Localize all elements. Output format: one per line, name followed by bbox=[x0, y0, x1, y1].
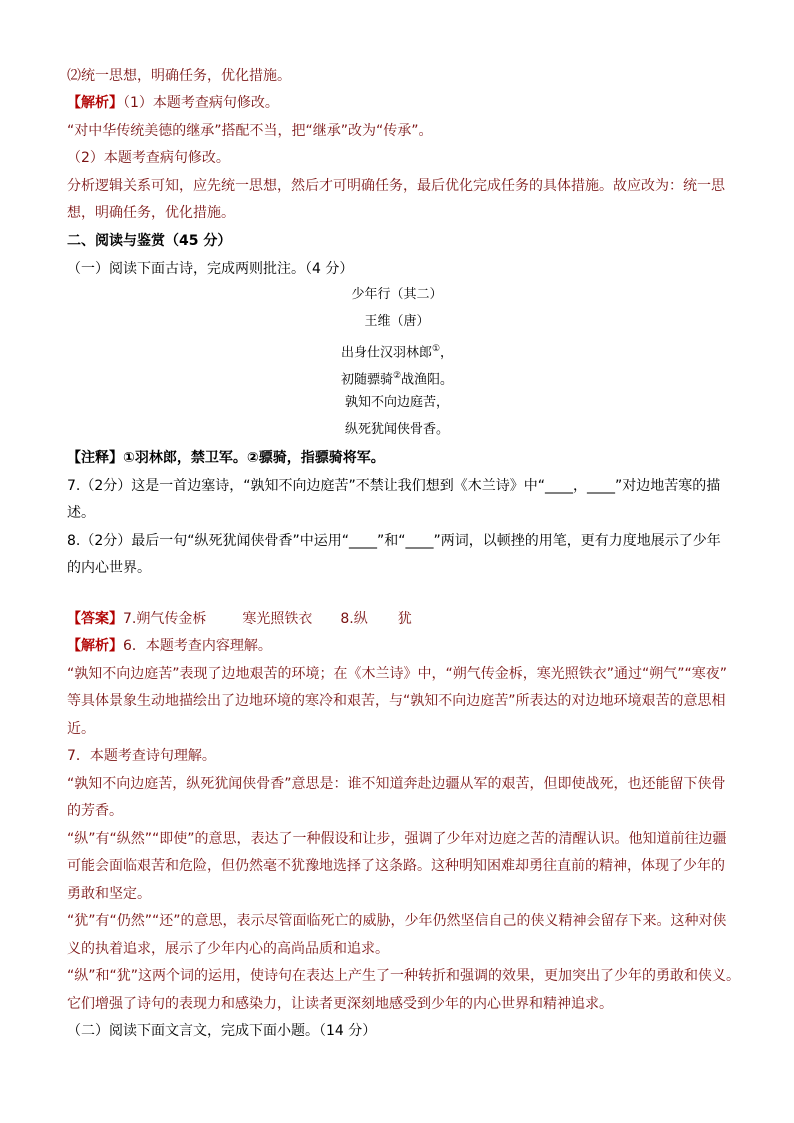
question-8: 8.（2分）最后一句“纵死犹闻侠骨香”中运用“____”和“____”两词，以顿挫的用笔，更有力度地展示了少年 bbox=[67, 533, 721, 549]
answer-8b: 犹 bbox=[397, 611, 412, 627]
analysis-line bbox=[67, 93, 279, 113]
analysis-line: 等具体景象生动地描绘出了边地环境的寒冷和艰苦，与“孰知不向边庭苦”所表达的对边地环境艰苦的意思相 bbox=[67, 693, 726, 709]
analysis-line: （2）本题考查病句修改。 bbox=[67, 150, 230, 166]
question-7-cont: 述。 bbox=[67, 505, 95, 521]
analysis-line: 分析逻辑关系可知，应先统一思想，然后才可明确任务，最后优化完成任务的具体措施。故应改为：统一思 bbox=[67, 178, 725, 194]
poem-line: 出身仕汉羽林郎①， bbox=[340, 344, 454, 361]
analysis-line: 的芳香。 bbox=[67, 803, 123, 819]
analysis-line: 义的执着追求，展示了少年内心的高尚品质和追求。 bbox=[67, 941, 389, 957]
poem-author: 王维（唐） bbox=[364, 314, 430, 329]
poem-line: 初随骠骑②战渔阳。 bbox=[340, 371, 454, 388]
analysis-line: “纵”有“纵然”“即使”的意思，表达了一种假设和让步，强调了少年对边庭之苦的清醒认识。他知道前往边疆 bbox=[67, 831, 727, 847]
answer-line bbox=[67, 609, 412, 629]
analysis-line: “犹”有“仍然”“还”的意思，表示尽管面临死亡的威胁，少年仍然坚信自己的侠义精神会留存下来。这种对侠 bbox=[67, 913, 727, 929]
analysis-line: 勇敢和坚定。 bbox=[67, 886, 151, 902]
analysis-line: 可能会面临艰苦和危险，但仍然毫不犹豫地选择了这条路。这种明知困难却勇往直前的精神，体现了少年的 bbox=[67, 858, 725, 874]
answer-7b: 寒光照铁衣 bbox=[242, 611, 313, 627]
analysis-line: 近。 bbox=[67, 721, 95, 737]
analysis-tag: 【解析】 bbox=[67, 95, 123, 111]
analysis-line: 7．本题考查诗句理解。 bbox=[67, 748, 216, 764]
notes: 【注释】①羽林郎，禁卫军。②骠骑，指骠骑将军。 bbox=[67, 450, 385, 466]
section-heading: 二、阅读与鉴赏（45 分） bbox=[67, 233, 232, 249]
poem-line: 纵死犹闻侠骨香。 bbox=[344, 422, 449, 437]
question-intro: （二）阅读下面文言文，完成下面小题。（14 分） bbox=[67, 1023, 377, 1039]
poem-title: 少年行（其二） bbox=[351, 287, 443, 302]
analysis-tag: 【解析】 bbox=[67, 638, 123, 654]
analysis-line: “孰知不向边庭苦”表现了边地艰苦的环境；在《木兰诗》中，“朔气传金柝，寒光照铁衣”通过“朔气”“寒夜” bbox=[67, 666, 728, 682]
analysis-line: “对中华传统美德的继承”搭配不当，把“继承”改为“传承”。 bbox=[67, 123, 433, 139]
analysis-text: （1）本题考查病句修改。 bbox=[123, 95, 279, 111]
question-7: 7.（2分）这是一首边塞诗，“孰知不向边庭苦”不禁让我们想到《木兰诗》中“____，____”对边地苦寒的描 bbox=[67, 478, 721, 494]
question-intro: （一）阅读下面古诗，完成两则批注。（4 分） bbox=[67, 261, 354, 277]
poem-line: 孰知不向边庭苦， bbox=[344, 395, 449, 410]
footnote-mark: ① bbox=[431, 344, 441, 354]
analysis-line: 想，明确任务，优化措施。 bbox=[67, 205, 235, 221]
answer-7: 7.朔气传金柝 bbox=[123, 611, 207, 627]
analysis-line: 【解析】6．本题考查内容理解。 bbox=[67, 638, 272, 654]
question-8-cont: 的内心世界。 bbox=[67, 560, 151, 576]
footnote-mark: ② bbox=[392, 371, 402, 381]
answer-8: 8.纵 bbox=[340, 611, 368, 627]
answer-line: ⑵统一思想，明确任务，优化措施。 bbox=[67, 68, 291, 84]
analysis-line: 它们增强了诗句的表现力和感染力，让读者更深刻地感受到少年的内心世界和精神追求。 bbox=[67, 996, 613, 1012]
analysis-line: “纵”和“犹”这两个词的运用，使诗句在表达上产生了一种转折和强调的效果，更加突出了少年的勇敢和侠义。 bbox=[67, 968, 741, 984]
answer-tag: 【答案】 bbox=[67, 611, 123, 627]
analysis-line: “孰知不向边庭苦，纵死犹闻侠骨香”意思是：谁不知道奔赴边疆从军的艰苦，但即使战死，也还能留下侠骨 bbox=[67, 776, 726, 792]
